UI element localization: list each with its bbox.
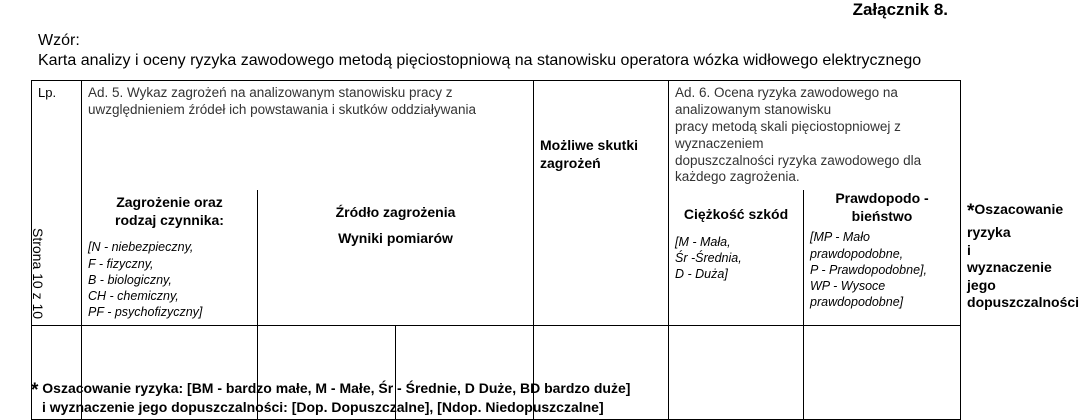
zagrozenie-title2: rodzaj czynnika: [115,211,224,228]
lp-header: Lp. [32,81,82,326]
ad6-line3: dopuszczalności ryzyka zawodowego dla każdego zagrożenia. [675,152,922,185]
page-number-label: Strona 10 z 10 [30,228,46,320]
footnote-line2: i wyznaczenie jego dopuszczalności: [Dop. Dopuszczalne], [Ndop. Niedopuszczalne] [42,399,604,415]
prawdopodobienstwo-header [804,190,961,325]
skutki-line2: zagrożeń [540,154,601,171]
praw-title2: bieństwo [851,207,913,224]
ad5-line1: Ad. 5. Wykaz zagrożeń na analizowanym stanowisku pracy z [88,85,453,100]
annex-label: Załącznik 8. [852,0,948,19]
document-title: Karta analizy i oceny ryzyka zawodowego metodą pięciostopniową na stanowisku operatora wózka widłowego elektrycznego [38,52,922,69]
zrodlo-header [258,190,534,325]
praw-title1: Prawdopodo - [835,190,929,207]
row-empty-ciezkosc [669,325,804,419]
ad6-line1: Ad. 6. Ocena ryzyka zawodowego na analizowanym stanowisku [675,85,898,117]
ciezkosc-header [669,190,804,325]
ciezkosc-title: Ciężkość szkód [683,206,789,223]
ad5-header [82,81,534,191]
zagrozenie-header [82,190,258,325]
zrodlo-label: Źródło zagrożenia [335,204,456,221]
row-empty-prawdopodobienstwo [804,325,961,419]
ad6-header [669,81,961,191]
skutki-header [534,81,669,326]
ad5-line2: uwzględnieniem źródeł ich powstawania i skutków oddziaływania [88,101,476,117]
zagrozenie-title1: Zagrożenie oraz [116,194,223,211]
skutki-line1: Możliwe skutki [540,137,639,153]
praw-list: [MP - Mało prawdopodobne, P - Prawdopodobne], WP - Wysoce prawdopodobne] [810,230,927,310]
footnote-line1: * Oszacowanie ryzyka: [BM - bardzo małe, M - Małe, Śr - Średnie, D Duże, BD bardzo duże] [31,380,631,401]
template-label: Wzór: [38,32,80,49]
zagrozenie-list: [N - niebezpieczny, F - fizyczny, B - biologiczny, CH - chemiczny, PF - psychofizyczny] [88,240,203,320]
ciezkosc-list: [M - Mała, Śr -Średnia, D - Duża] [675,234,742,282]
wyniki-label: Wyniki pomiarów [338,229,453,246]
ad6-line2: pracy metodą skali pięciostopniowej z wyznaczeniem [675,118,901,151]
risk-analysis-table: Lp. Ad. 5. Wykaz zagrożeń na analizowanym stanowisku pracy z uwzględnieniem źródeł ich powstawania i skutków oddziaływania Możliwe skutki zagrożeń Ad. 6. Ocena ryzyka zawodowego na analizowanym stanowisku pracy metodą skali pięciostopniowej z wyznaczeniem dopuszczalności ryzyka zawodowego dla każdego zagrożenia. Zagrożenie oraz rodzaj czynnika: [N - niebezpieczny, F - fizyczny, B - biologiczny, CH - chemiczny, PF - psychofizyczny] Źródło zagrożenia Wyniki pomiarów Ciężkość szkód [M - Mała, Śr -Średnia, D - Duża] Prawdopodo - bieństwo [MP - Mało prawdopodobne, P - Prawdopodobne], WP - Wysoce prawdopodobne] *Oszacowanie ryzyka i wyznaczenie jego dopuszczalności [31,80,961,420]
